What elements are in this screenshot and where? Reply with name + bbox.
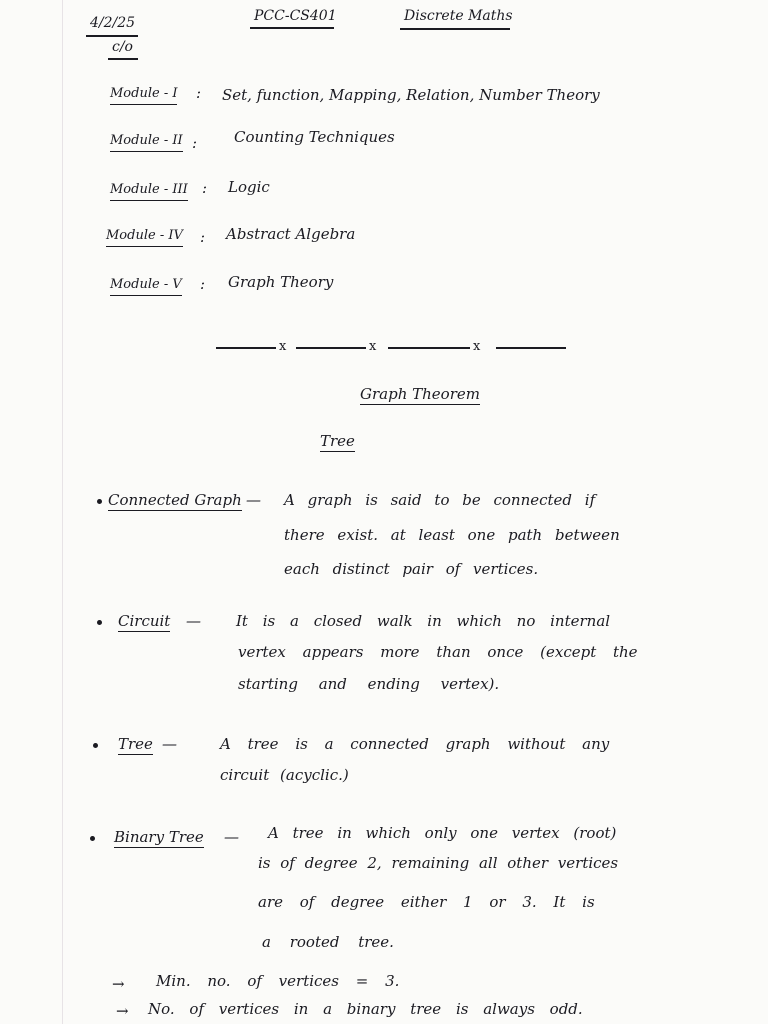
module-4-label: Module - IV: [106, 227, 183, 247]
module-4-topic: Abstract Algebra: [226, 225, 356, 243]
module-5-colon: :: [200, 275, 206, 293]
term-circuit: Circuit: [118, 612, 171, 630]
module-5-topic: Graph Theory: [228, 273, 334, 291]
def-binary-tree-line-3: are of degree either 1 or 3. It is: [258, 893, 595, 911]
section-title: Graph Theorem: [360, 385, 480, 403]
term-connected-graph: Connected Graph: [108, 491, 242, 509]
separator-mark-3: x: [473, 339, 481, 354]
dash-binary-tree: —: [224, 828, 239, 846]
note-2-text: No. of vertices in a binary tree is always odd.: [148, 1000, 583, 1018]
separator-mark-2: x: [369, 339, 377, 354]
note-1-arrow: →: [112, 975, 125, 993]
def-binary-tree-line-1: A tree in which only one vertex (root): [268, 824, 617, 842]
def-tree-line-1: A tree is a connected graph without any: [220, 735, 610, 753]
separator-mark-1: x: [279, 339, 287, 354]
module-3-label: Module - III: [110, 181, 188, 201]
def-circuit-line-2: vertex appears more than once (except the: [238, 643, 638, 661]
term-binary-tree: Binary Tree: [114, 828, 204, 846]
bullet-binary-tree: [90, 836, 95, 841]
separator-line-2: [296, 347, 366, 349]
bullet-tree: [93, 743, 98, 748]
bullet-connected-graph: [97, 499, 102, 504]
dash-tree: —: [162, 735, 177, 753]
subsection-title: Tree: [320, 432, 355, 450]
separator-line-3: [388, 347, 470, 349]
header-code: PCC-CS401: [254, 8, 337, 24]
def-binary-tree-line-4: a rooted tree.: [262, 933, 394, 951]
header-ref: c/o: [112, 39, 133, 55]
module-5-label: Module - V: [110, 276, 182, 296]
def-tree-line-2: circuit (acyclic.): [220, 766, 349, 784]
dash-connected-graph: —: [246, 491, 261, 509]
def-connected-graph-line-2: there exist. at least one path between: [284, 526, 620, 544]
separator-line-1: [216, 347, 276, 349]
separator-line-4: [496, 347, 566, 349]
def-connected-graph-line-3: each distinct pair of vertices.: [284, 560, 539, 578]
module-3-colon: :: [202, 179, 208, 197]
module-4-colon: :: [200, 228, 206, 246]
subject-underline: [400, 28, 510, 30]
header-subject: Discrete Maths: [404, 8, 513, 24]
module-1-topic: Set, function, Mapping, Relation, Number Theory: [222, 86, 600, 104]
module-2-colon: :: [192, 134, 198, 152]
bullet-circuit: [97, 620, 102, 625]
header-date: 4/2/25: [90, 15, 136, 31]
note-1-text: Min. no. of vertices = 3.: [156, 972, 400, 990]
def-binary-tree-line-2: is of degree 2, remaining all other vertices: [258, 854, 619, 872]
module-1-label: Module - I: [110, 85, 177, 105]
def-circuit-line-3: starting and ending vertex).: [238, 675, 500, 693]
module-3-topic: Logic: [228, 178, 270, 196]
module-2-label: Module - II: [110, 132, 183, 152]
date-underline: [86, 35, 138, 37]
module-1-colon: :: [196, 84, 202, 102]
term-tree: Tree: [118, 735, 153, 753]
code-underline: [250, 27, 334, 29]
note-2-arrow: →: [116, 1002, 129, 1020]
def-connected-graph-line-1: A graph is said to be connected if: [284, 491, 596, 509]
def-circuit-line-1: It is a closed walk in which no internal: [236, 612, 611, 630]
ref-underline: [108, 58, 138, 60]
module-2-topic: Counting Techniques: [234, 128, 395, 146]
margin-line: [62, 0, 63, 1024]
dash-circuit: —: [186, 612, 201, 630]
